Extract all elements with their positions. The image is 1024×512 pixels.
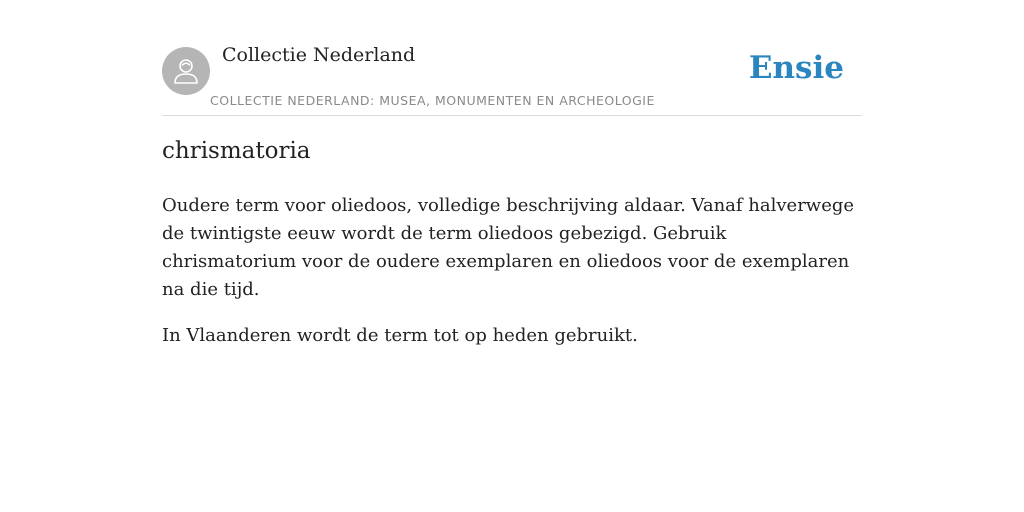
entry-header: [162, 0, 862, 116]
user-icon: [171, 56, 201, 86]
entry-card: [162, 0, 862, 346]
brand-logo[interactable]: Ensie: [748, 50, 844, 86]
entry-definition: [162, 192, 862, 368]
source-link[interactable]: COLLECTIE NEDERLAND: MUSEA, MONUMENTEN EN ARCHEOLOGIE: [210, 93, 655, 108]
avatar[interactable]: [162, 47, 210, 95]
definition-paragraph: Oudere term voor oliedoos, volledige beschrijving aldaar. Vanaf halverwege de twintigste eeuw wordt de term oliedoos gebezigd. Gebruik chrismatorium voor de oudere exemplaren en oliedoos voor de exemplaren na die tijd.: [162, 195, 855, 300]
entry-term: chrismatoria: [162, 138, 311, 164]
author-name[interactable]: Collectie Nederland: [222, 44, 416, 66]
definition-paragraph: In Vlaanderen wordt de term tot op heden gebruikt.: [162, 325, 638, 346]
